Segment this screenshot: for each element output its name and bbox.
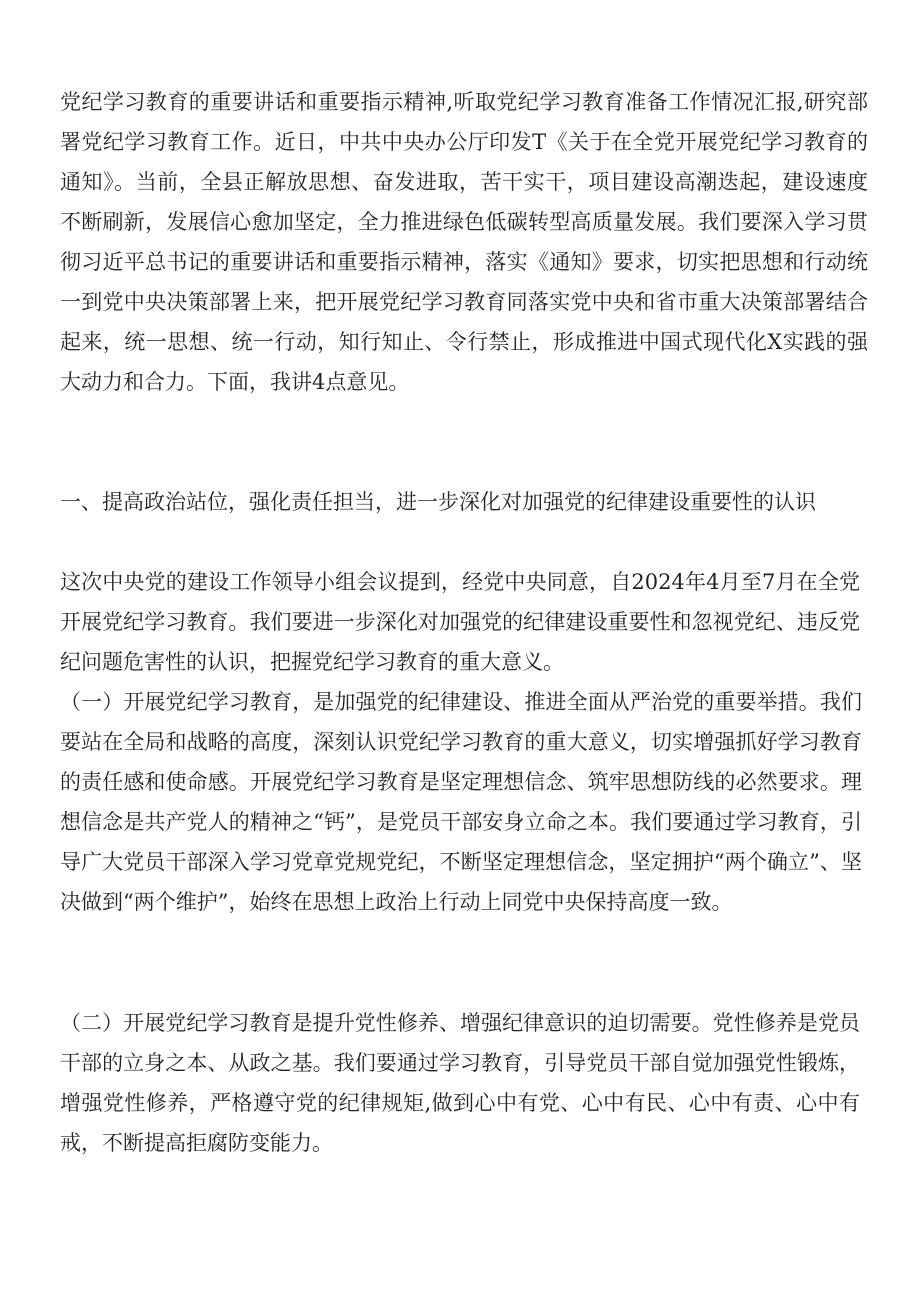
section-heading-one: 一、提高政治站位，强化责任担当，进一步深化对加强党的纪律建设重要性的认识 [60,490,816,514]
subsection-paragraph-one: （一）开展党纪学习教育，是加强党的纪律建设、推进全面从严治党的重要举措。我们要站在全局和战略的高度，深刻认识党纪学习教育的重大意义，切实增强抓好学习教育的责任感和使命感。开展党纪学习教育是坚定理想信念、筑牢思想防线的必然要求。理想信念是共产党人的精神之“钙”，是党员干部安身立命之本。我们要通过学习教育，引导广大党员干部深入学习党章党规党纪，不断坚定理想信念，坚定拥护“两个确立”、坚决做到“两个维护”，始终在思想上政治上行动上同党中央保持高度一致。 [60,690,862,914]
body-paragraph-intro: 党纪学习教育的重要讲话和重要指示精神,听取党纪学习教育准备工作情况汇报,研究部署党纪学习教育工作。近日，中共中央办公厅印发T《关于在全党开展党纪学习教育的通知》。当前，全县正解放思想、奋发进取，苦干实干，项目建设高潮迭起，建设速度不断刷新，发展信心愈加坚定，全力推进绿色低碳转型高质量发展。我们要深入学习贯彻习近平总书记的重要讲话和重要指示精神，落实《通知》要求，切实把思想和行动统一到党中央决策部署上来，把开展党纪学习教育同落实党中央和省市重大决策部署结合起来，统一思想、统一行动，知行知止、令行禁止，形成推进中国式现代化X实践的强大动力和合力。下面，我讲4点意见。 [60,90,868,394]
subsection-paragraph-two: （二）开展党纪学习教育是提升党性修养、增强纪律意识的迫切需要。党性修养是党员干部的立身之本、从政之基。我们要通过学习教育，引导党员干部自觉加强党性锻炼，增强党性修养，严格遵守党的纪律规矩,做到心中有党、心中有民、心中有责、心中有戒，不断提高拒腐防变能力。 [60,1011,861,1155]
body-paragraph-section-one: 这次中央党的建设工作领导小组会议提到，经党中央同意，自2024年4月至7月在全党开展党纪学习教育。我们要进一步深化对加强党的纪律建设重要性和忽视党纪、违反党纪问题危害性的认识，把握党纪学习教育的重大意义。 [60,570,860,674]
